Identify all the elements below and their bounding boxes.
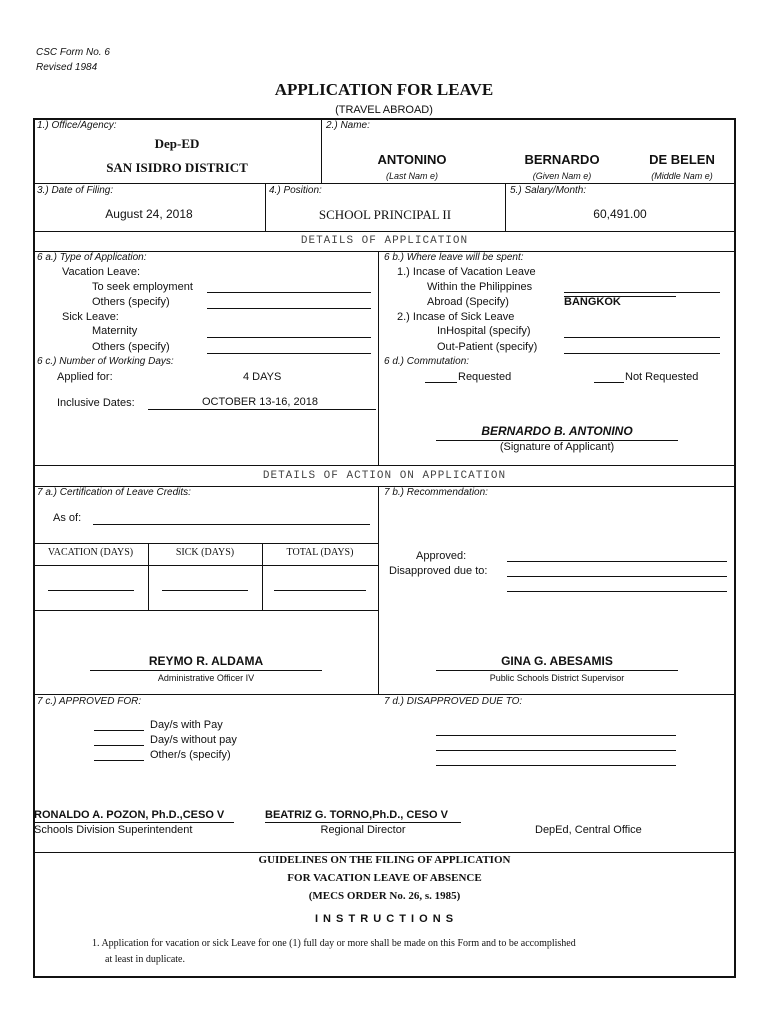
regional-director-name: BEATRIZ G. TORNO,Ph.D., CESO V bbox=[265, 809, 448, 821]
abroad-label: Abroad (Specify) bbox=[427, 296, 509, 308]
instruction-item-1-cont: at least in duplicate. bbox=[105, 954, 185, 965]
recommendation-label: 7 b.) Recommendation: bbox=[384, 487, 488, 498]
middle-name: DE BELEN bbox=[649, 152, 715, 167]
applicant-caption: (Signature of Applicant) bbox=[499, 441, 615, 453]
date-of-filing: August 24, 2018 bbox=[105, 207, 193, 221]
approved-for-label: 7 c.) APPROVED FOR: bbox=[37, 696, 142, 707]
central-office-title: DepEd, Central Office bbox=[535, 824, 642, 836]
as-of-label: As of: bbox=[53, 512, 82, 524]
superintendent-name: RONALDO A. POZON, Ph.D.,CESO V bbox=[34, 809, 225, 821]
officer-name: REYMO R. ALDAMA bbox=[148, 654, 264, 668]
instruction-item-1: 1. Application for vacation or sick Leave for one (1) full day or more shall be made on this Form and to be accomplished bbox=[92, 938, 576, 949]
instructions-heading: I N S T R U C T I O N S bbox=[314, 913, 455, 925]
others-sick: Others (specify) bbox=[92, 341, 170, 353]
maternity: Maternity bbox=[92, 325, 138, 337]
guidelines-line1: GUIDELINES ON THE FILING OF APPLICATION bbox=[258, 854, 511, 866]
in-hospital: InHospital (specify) bbox=[437, 325, 531, 337]
requested-option: Requested bbox=[458, 371, 512, 383]
out-patient: Out-Patient (specify) bbox=[437, 341, 538, 353]
others-vacation: Others (specify) bbox=[92, 296, 170, 308]
form-subtitle: (TRAVEL ABROAD) bbox=[335, 104, 433, 116]
incase-vacation: 1.) Incase of Vacation Leave bbox=[397, 266, 536, 278]
days-label: 6 c.) Number of Working Days: bbox=[37, 356, 174, 367]
col-vacation: VACATION (DAYS) bbox=[47, 547, 134, 558]
middle-name-caption: (Middle Nam e) bbox=[651, 171, 713, 181]
incase-sick: 2.) Incase of Sick Leave bbox=[397, 311, 515, 323]
last-name: ANTONINO bbox=[377, 152, 447, 167]
given-name-caption: (Given Nam e) bbox=[532, 171, 592, 181]
col-sick: SICK (DAYS) bbox=[175, 547, 235, 558]
abroad-destination: BANGKOK bbox=[564, 296, 621, 308]
inclusive-dates-label: Inclusive Dates: bbox=[57, 397, 135, 409]
commutation-label: 6 d.) Commutation: bbox=[384, 356, 470, 367]
type-label: 6 a.) Type of Application: bbox=[37, 252, 147, 263]
form-title: APPLICATION FOR LEAVE bbox=[274, 80, 494, 99]
with-pay: Day/s with Pay bbox=[150, 719, 223, 731]
approved-label: Approved: bbox=[416, 550, 467, 562]
office-district: SAN ISIDRO DISTRICT bbox=[106, 160, 248, 175]
form-number: CSC Form No. 6 bbox=[36, 47, 110, 58]
disapproved-due-label: 7 d.) DISAPPROVED DUE TO: bbox=[384, 696, 523, 707]
col-total: TOTAL (DAYS) bbox=[286, 547, 354, 558]
certification-label: 7 a.) Certification of Leave Credits: bbox=[37, 487, 191, 498]
applicant-signature: BERNARDO B. ANTONINO bbox=[481, 424, 633, 438]
superintendent-title: Schools Division Superintendent bbox=[34, 824, 193, 836]
regional-director-title: Regional Director bbox=[320, 824, 406, 836]
position-label: 4.) Position: bbox=[269, 185, 322, 196]
position-value: SCHOOL PRINCIPAL II bbox=[318, 207, 452, 222]
supervisor-title: Public Schools District Supervisor bbox=[489, 673, 625, 683]
without-pay: Day/s without pay bbox=[150, 734, 237, 746]
applied-for-value: 4 DAYS bbox=[243, 371, 282, 383]
supervisor-name: GINA G. ABESAMIS bbox=[501, 654, 613, 668]
seek-employment: To seek employment bbox=[92, 281, 193, 293]
date-label: 3.) Date of Filing: bbox=[37, 185, 114, 196]
where-label: 6 b.) Where leave will be spent: bbox=[384, 252, 524, 263]
last-name-caption: (Last Nam e) bbox=[385, 171, 438, 181]
revised-date: Revised 1984 bbox=[36, 62, 98, 73]
office-name: Dep-ED bbox=[154, 136, 200, 151]
guidelines-line2: FOR VACATION LEAVE OF ABSENCE bbox=[287, 872, 482, 884]
given-name: BERNARDO bbox=[524, 152, 600, 167]
salary-value: 60,491.00 bbox=[593, 207, 647, 221]
others-specify: Other/s (specify) bbox=[150, 749, 231, 761]
disapproved-label: Disapproved due to: bbox=[389, 565, 488, 577]
applied-for-label: Applied for: bbox=[57, 371, 113, 383]
salary-label: 5.) Salary/Month: bbox=[510, 185, 587, 196]
within-philippines: Within the Philippines bbox=[427, 281, 533, 293]
officer-title: Administrative Officer IV bbox=[157, 673, 255, 683]
office-label: 1.) Office/Agency: bbox=[37, 120, 117, 131]
name-label: 2.) Name: bbox=[326, 120, 370, 131]
details-heading: DETAILS OF APPLICATION bbox=[300, 235, 469, 247]
vacation-leave: Vacation Leave: bbox=[62, 266, 141, 278]
inclusive-dates-value: OCTOBER 13-16, 2018 bbox=[202, 396, 318, 408]
guidelines-line3: (MECS ORDER No. 26, s. 1985) bbox=[308, 890, 461, 902]
action-heading: DETAILS OF ACTION ON APPLICATION bbox=[262, 470, 507, 482]
sick-leave: Sick Leave: bbox=[62, 311, 119, 323]
not-requested-option: Not Requested bbox=[625, 371, 699, 383]
